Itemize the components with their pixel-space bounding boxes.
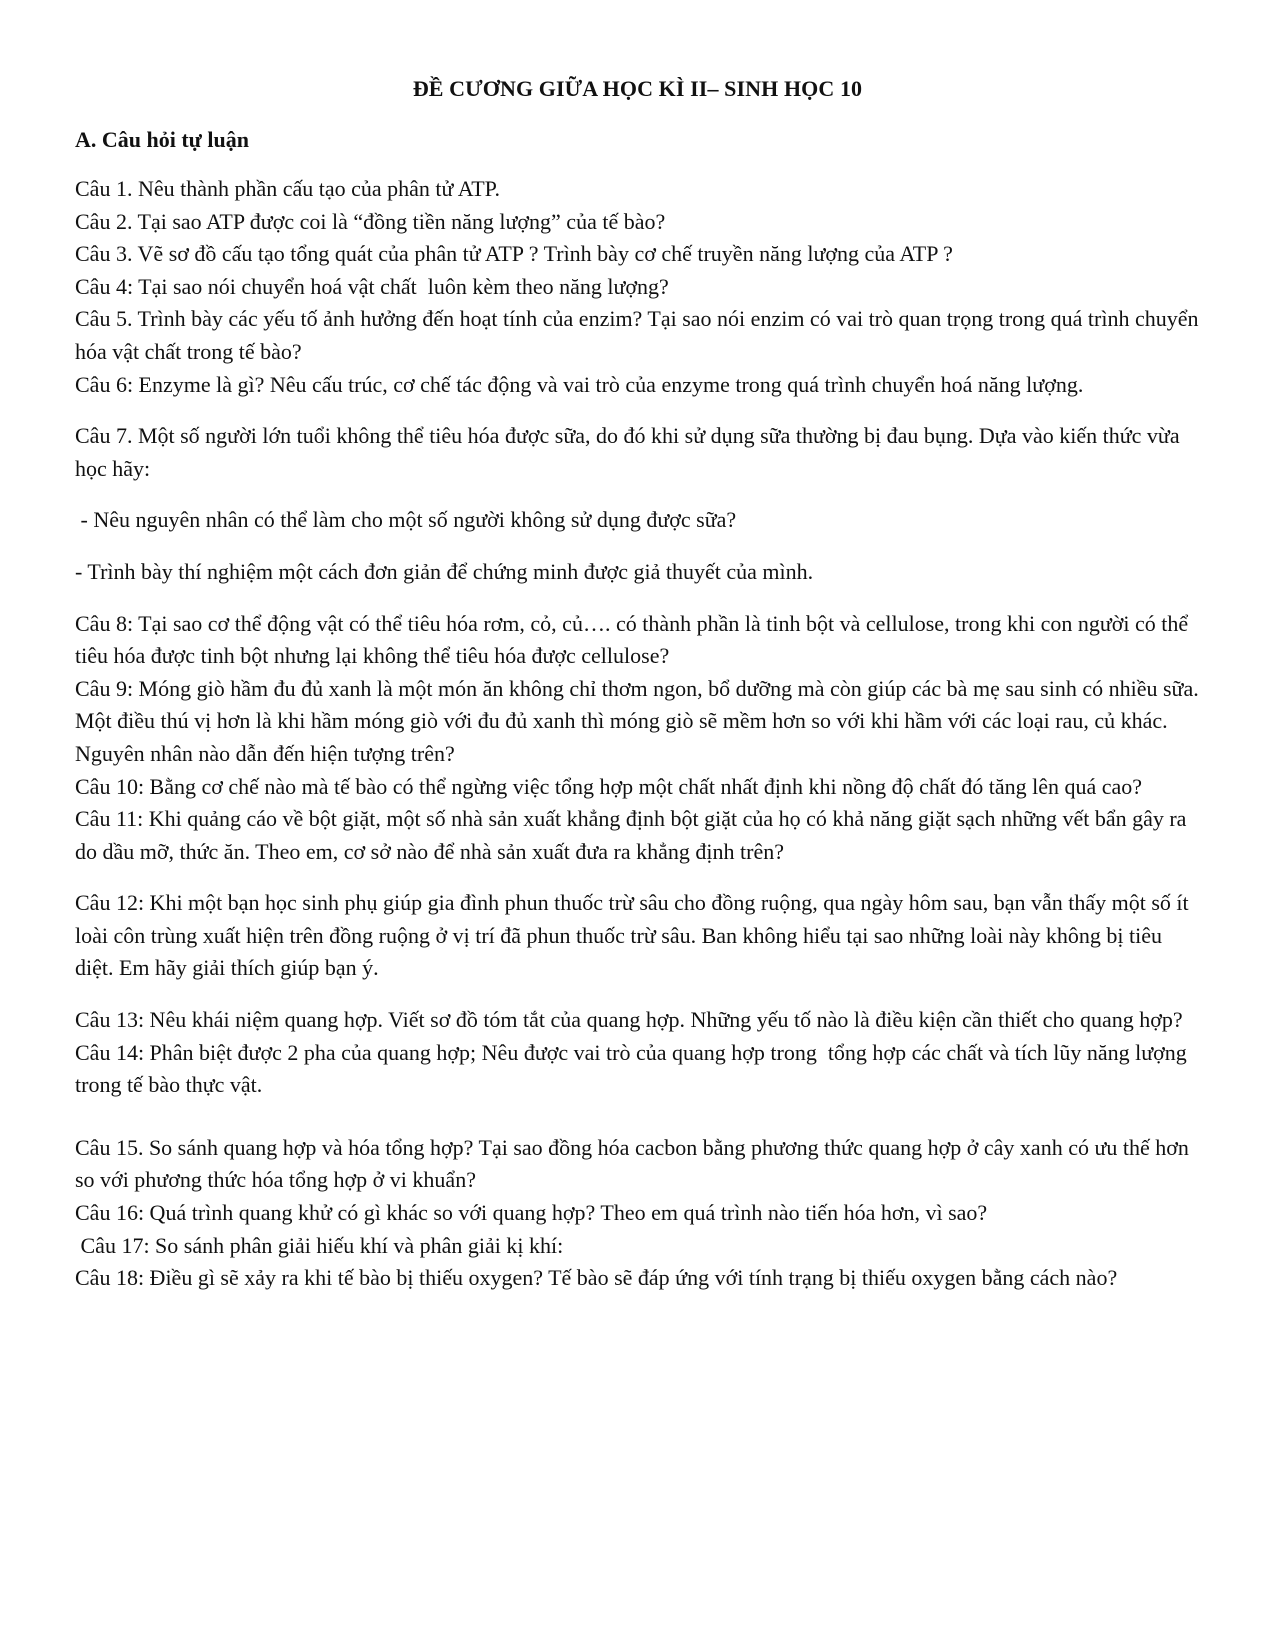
document-title: ĐỀ CƯƠNG GIỮA HỌC KÌ II– SINH HỌC 10: [412, 76, 863, 101]
question-17: Câu 17: So sánh phân giải hiếu khí và phân giải kị khí:: [75, 1232, 564, 1258]
question-10: Câu 10: Bằng cơ chế nào mà tế bào có thể ngừng việc tổng hợp một chất nhất định khi nồng độ chất đó tăng lên quá cao?: [75, 773, 1143, 799]
question-16: Câu 16: Quá trình quang khử có gì khác so với quang hợp? Theo em quá trình nào tiến hóa hơn, vì sao?: [75, 1200, 988, 1226]
question-5: Câu 5. Trình bày các yếu tố ảnh hưởng đến hoạt tính của enzim? Tại sao nói enzim có vai trò quan trọng trong quá trình chuyển hóa vật chất trong tế bào?: [75, 306, 1204, 364]
section-heading-a: A. Câu hỏi tự luận: [75, 127, 249, 152]
question-1: Câu 1. Nêu thành phần cấu tạo của phân tử ATP.: [75, 176, 500, 201]
question-7: Câu 7. Một số người lớn tuổi không thể tiêu hóa được sữa, do đó khi sử dụng sữa thường bị đau bụng. Dựa vào kiến thức vừa học hãy:: [75, 423, 1186, 481]
question-4: Câu 4: Tại sao nói chuyển hoá vật chất luôn kèm theo năng lượng?: [75, 273, 669, 299]
question-6: Câu 6: Enzyme là gì? Nêu cấu trúc, cơ chế tác động và vai trò của enzyme trong quá trình chuyển hoá năng lượng.: [75, 371, 1084, 397]
question-14: Câu 14: Phân biệt được 2 pha của quang hợp; Nêu được vai trò của quang hợp trong tổng hợp các chất và tích lũy năng lượng trong tế bào thực vật.: [75, 1039, 1193, 1098]
question-3: Câu 3. Vẽ sơ đồ cấu tạo tổng quát của phân tử ATP ? Trình bày cơ chế truyền năng lượng của ATP ?: [75, 241, 953, 267]
question-15: Câu 15. So sánh quang hợp và hóa tổng hợp? Tại sao đồng hóa cacbon bằng phương thức quang hợp ở cây xanh có ưu thế hơn so với phương thức hóa tổng hợp ở vi khuẩn?: [75, 1134, 1195, 1193]
question-2: Câu 2. Tại sao ATP được coi là “đồng tiền năng lượng” của tế bào?: [75, 208, 666, 234]
question-9: Câu 9: Móng giò hầm đu đủ xanh là một món ăn không chỉ thơm ngon, bổ dưỡng mà còn giúp các bà mẹ sau sinh có nhiều sữa. Một điều thú vị hơn là khi hầm móng giò với đu đủ xanh thì móng giò sẽ mềm hơn so với khi hầm với các loại rau, củ khác. Nguyên nhân nào dẫn đến hiện tượng trên?: [75, 675, 1205, 766]
question-list: [75, 173, 1205, 1295]
question-13: Câu 13: Nêu khái niệm quang hợp. Viết sơ đồ tóm tắt của quang hợp. Những yếu tố nào là điều kiện cần thiết cho quang hợp?: [75, 1007, 1183, 1033]
question-8: Câu 8: Tại sao cơ thể động vật có thể tiêu hóa rơm, cỏ, củ…. có thành phần là tinh bột và cellulose, trong khi con người có thể tiêu hóa được tinh bột nhưng lại không thể tiêu hóa được cellulose?: [75, 610, 1194, 669]
question-7-part-a: - Nêu nguyên nhân có thể làm cho một số người không sử dụng được sữa?: [75, 507, 737, 533]
question-7-part-b: - Trình bày thí nghiệm một cách đơn giản để chứng minh được giả thuyết của mình.: [75, 558, 814, 584]
question-18: Câu 18: Điều gì sẽ xảy ra khi tế bào bị thiếu oxygen? Tế bào sẽ đáp ứng với tính trạng bị thiếu oxygen bằng cách nào?: [75, 1265, 1118, 1291]
question-12: Câu 12: Khi một bạn học sinh phụ giúp gia đình phun thuốc trừ sâu cho đồng ruộng, qua ngày hôm sau, bạn vẫn thấy một số ít loài côn trùng xuất hiện trên đồng ruộng ở vị trí đã phun thuốc trừ sâu. Ban không hiểu tại sao những loài này không bị tiêu diệt. Em hãy giải thích giúp bạn ý.: [75, 890, 1195, 981]
question-11: Câu 11: Khi quảng cáo về bột giặt, một số nhà sản xuất khẳng định bột giặt của họ có khả năng giặt sạch những vết bẩn gây ra do dầu mỡ, thức ăn. Theo em, cơ sở nào để nhà sản xuất đưa ra khẳng định trên?: [75, 806, 1192, 864]
